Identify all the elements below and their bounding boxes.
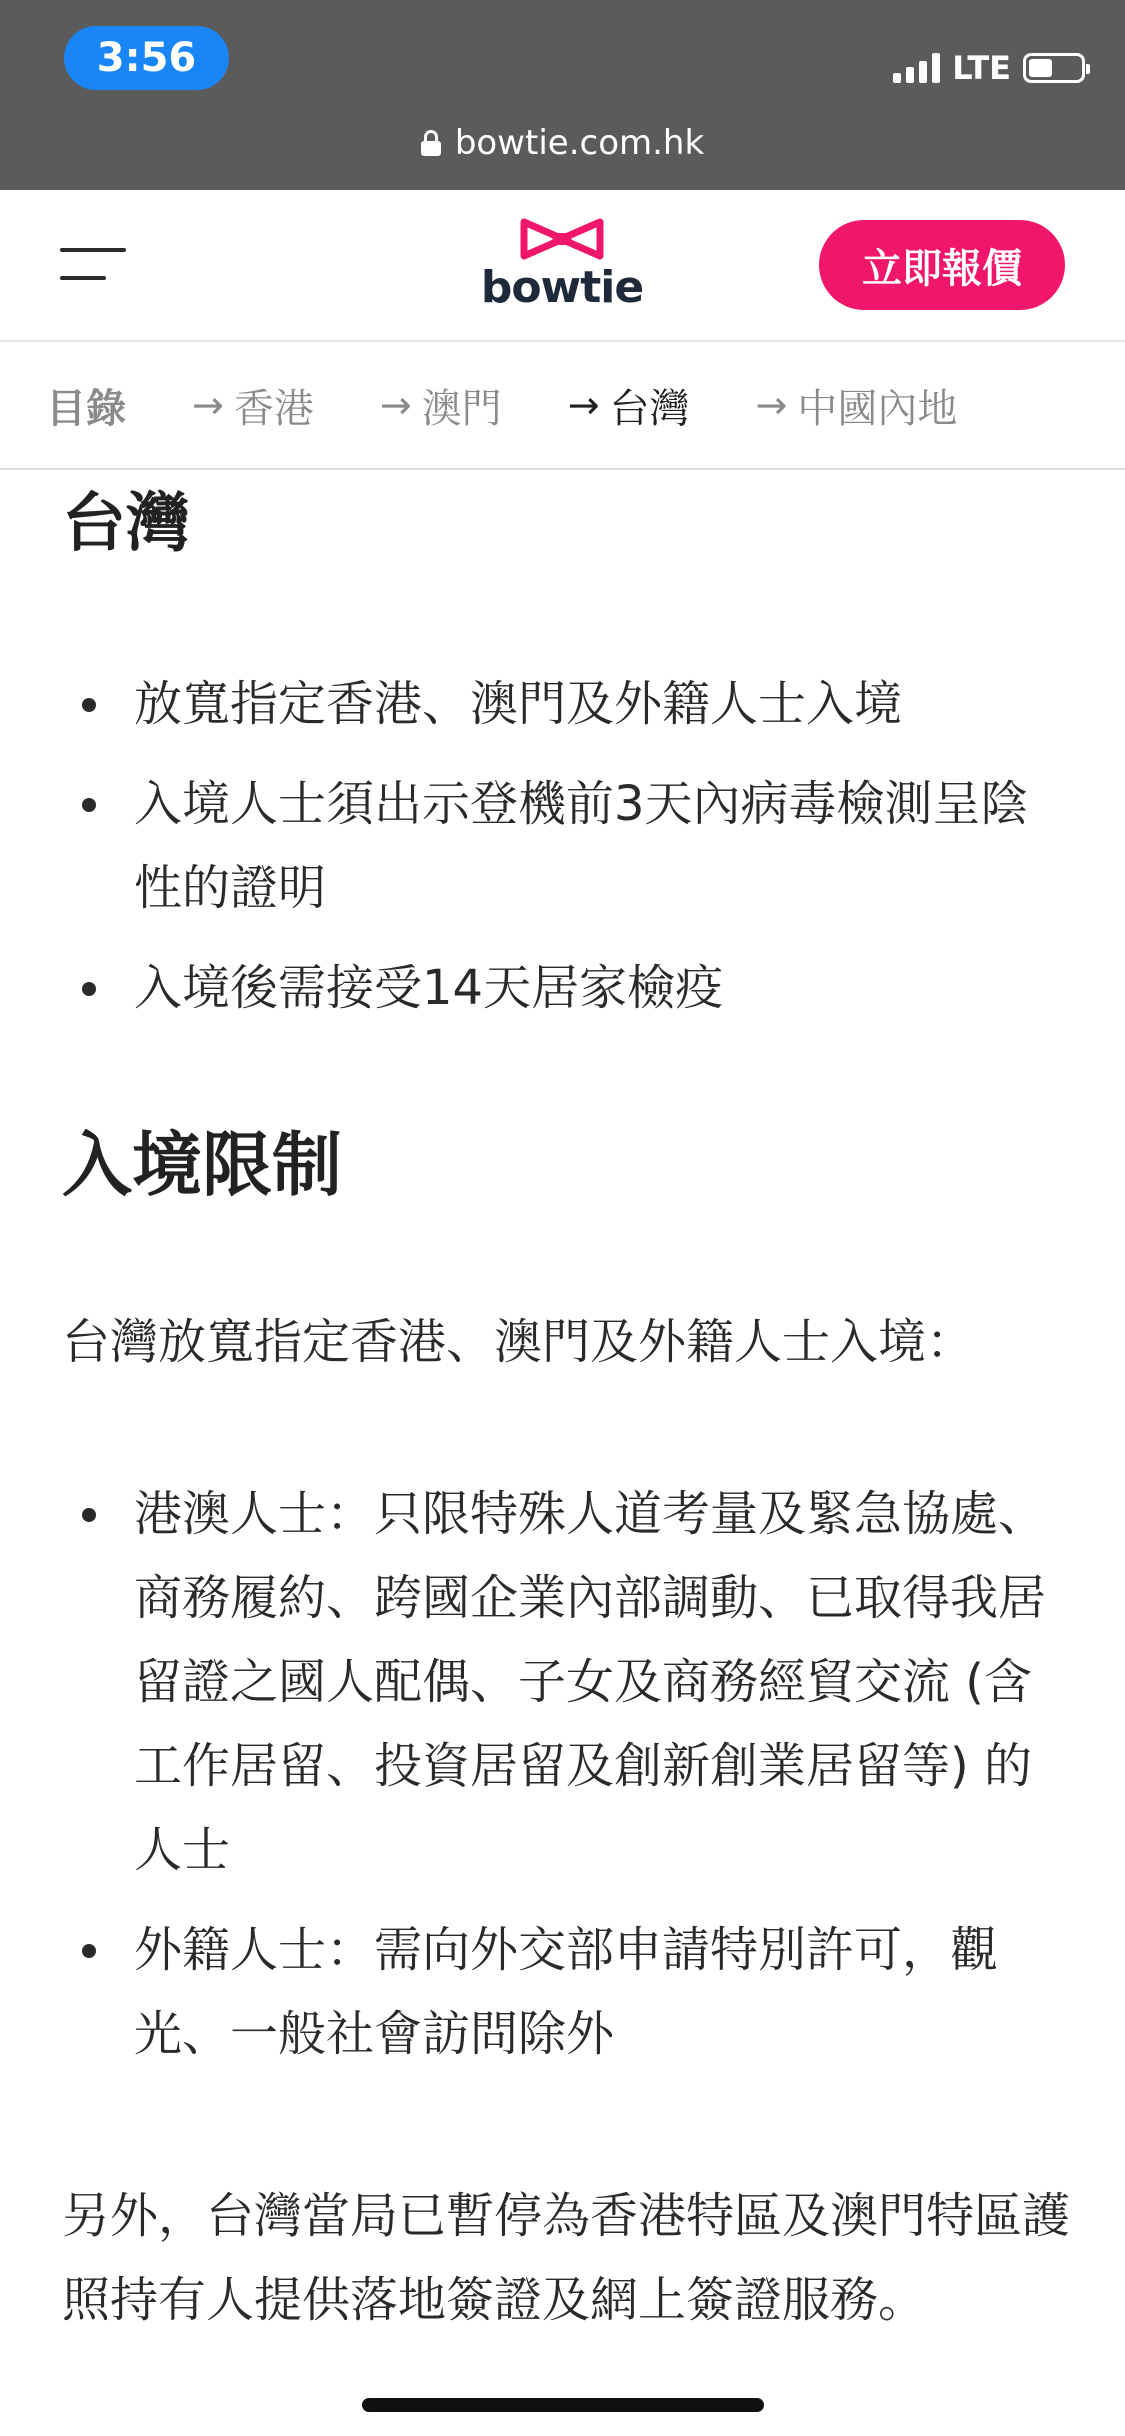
toc-item-label: 香港 bbox=[233, 385, 314, 432]
toc-title: 目錄 bbox=[46, 385, 126, 432]
url-text: bowtie.com.hk bbox=[454, 123, 705, 163]
toc-item-label: 澳門 bbox=[421, 385, 502, 432]
home-indicator[interactable] bbox=[362, 2398, 764, 2412]
bowtie-logo[interactable] bbox=[480, 216, 644, 316]
toc-item-label: 台灣 bbox=[609, 385, 690, 432]
toc-item-macau[interactable] bbox=[380, 377, 502, 434]
toc-item-hong-kong[interactable] bbox=[192, 377, 314, 434]
list-item: 外籍人士：需向外交部申請特別許可，觀光、一般社會訪問除外 bbox=[62, 1908, 1072, 2076]
arrow-right-icon: → bbox=[379, 383, 412, 427]
entry-intro: 台灣放寬指定香港、澳門及外籍人士入境： bbox=[62, 1314, 975, 1370]
battery-icon bbox=[1023, 53, 1085, 83]
list-item: 入境人士須出示登機前3天內病毒檢測呈陰性的證明 bbox=[62, 762, 1072, 930]
arrow-right-icon: → bbox=[567, 383, 600, 427]
table-of-contents bbox=[0, 342, 1125, 470]
toc-item-taiwan[interactable] bbox=[568, 377, 690, 434]
url-bar[interactable] bbox=[0, 118, 1125, 168]
status-indicators bbox=[893, 48, 1085, 88]
browser-top-bar bbox=[0, 0, 1125, 190]
arrow-right-icon: → bbox=[192, 383, 224, 427]
list-item: 港澳人士：只限特殊人道考量及緊急協處、商務履約、跨國企業內部調動、已取得我居留證之國人配偶、子女及商務經貿交流 (含工作居留、投資居留及創新創業居留等) 的人士 bbox=[62, 1472, 1072, 1892]
status-time: 3:56 bbox=[64, 26, 229, 90]
network-type: LTE bbox=[952, 49, 1011, 87]
list-item: 放寬指定香港、澳門及外籍人士入境 bbox=[62, 662, 1072, 746]
arrow-right-icon: → bbox=[755, 383, 788, 427]
logo-text: bowtie bbox=[480, 262, 644, 313]
summary-list bbox=[62, 662, 1072, 1046]
toc-item-mainland-china[interactable] bbox=[756, 377, 958, 434]
bowtie-logo-icon bbox=[518, 216, 606, 262]
section-title-taiwan: 台灣 bbox=[62, 487, 190, 561]
entry-restrictions-list bbox=[62, 1472, 1072, 2092]
lock-icon bbox=[421, 130, 441, 156]
section-title-entry-restrictions: 入境限制 bbox=[62, 1124, 342, 1206]
hamburger-menu-icon[interactable] bbox=[60, 248, 126, 282]
site-header bbox=[0, 190, 1125, 342]
list-item: 入境後需接受14天居家檢疫 bbox=[62, 946, 1072, 1030]
toc-item-label: 中國內地 bbox=[797, 385, 958, 432]
closing-paragraph: 另外，台灣當局已暫停為香港特區及澳門特區護照持有人提供落地簽證及網上簽證服務。 bbox=[62, 2188, 1071, 2328]
signal-icon bbox=[893, 53, 940, 83]
get-quote-button[interactable]: 立即報價 bbox=[819, 220, 1065, 310]
